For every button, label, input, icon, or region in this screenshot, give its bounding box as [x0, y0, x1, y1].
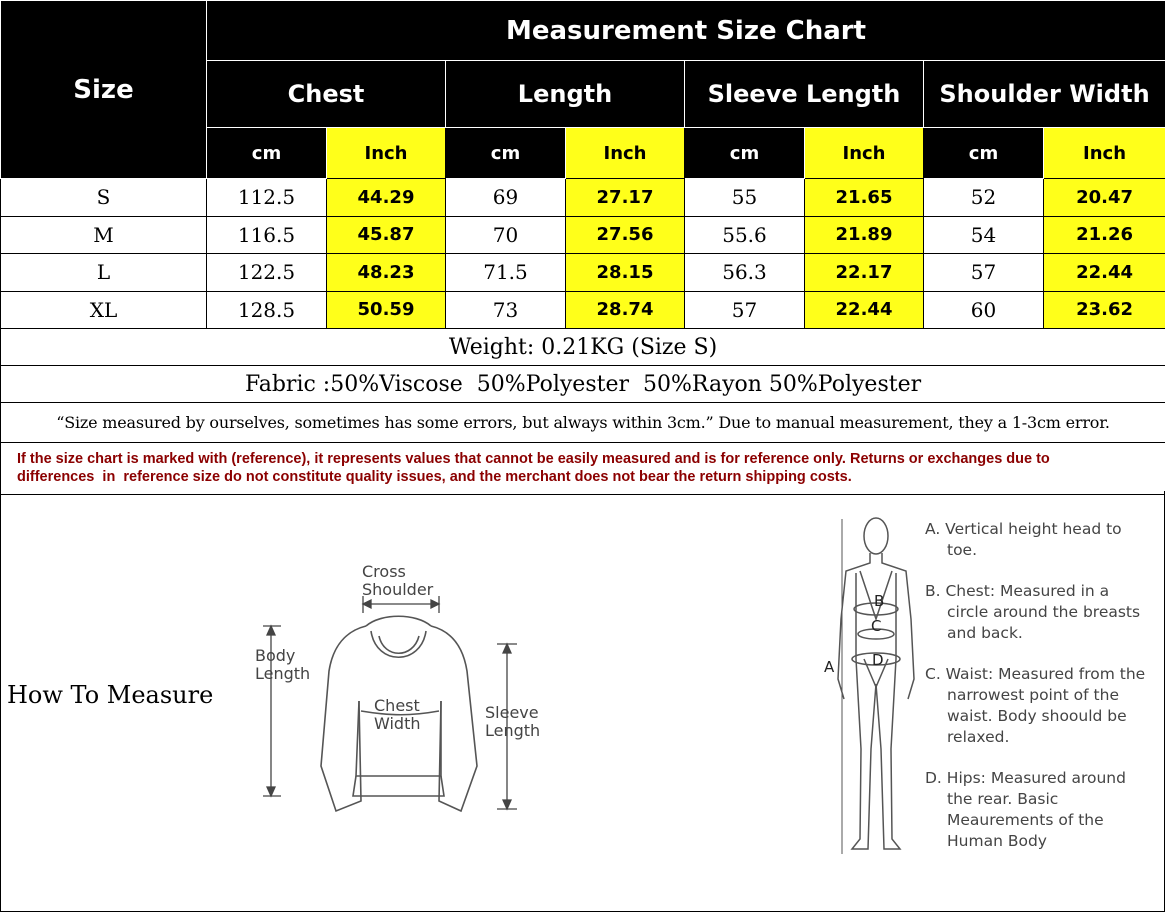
body-label-c: C	[871, 617, 882, 635]
value-cell: 69	[446, 179, 566, 217]
table-row	[1, 179, 1165, 217]
value-cell: 60	[924, 291, 1044, 329]
chest-width-label: Chest	[374, 696, 420, 715]
value-cell: 73	[446, 291, 566, 329]
value-cell: 28.74	[566, 291, 685, 329]
legend-item-a: A. Vertical height head to toe.	[925, 520, 1122, 559]
value-cell: 57	[924, 254, 1044, 292]
value-cell: 56.3	[685, 254, 805, 292]
legend-item-d: D. Hips: Measured around the rear. Basic Meaurements of the Human Body	[925, 769, 1126, 850]
value-cell: 112.5	[207, 179, 327, 217]
chest-header: Chest	[207, 61, 446, 128]
value-cell: 54	[924, 216, 1044, 254]
unit-cm-header: cm	[685, 128, 805, 179]
unit-inch-header: Inch	[327, 128, 446, 179]
value-cell: 22.44	[1044, 254, 1165, 292]
body-length-label: Body	[255, 646, 296, 665]
cross-shoulder-label: Cross	[362, 562, 406, 581]
body-figure	[816, 509, 921, 879]
unit-inch-header: Inch	[1044, 128, 1165, 179]
value-cell: 27.17	[566, 179, 685, 217]
value-cell: 50.59	[327, 291, 446, 329]
reference-note-line-2: differences in reference size do not constitute quality issues, and the merchant does not bear the return shipping costs.	[17, 469, 852, 485]
value-cell: 22.17	[805, 254, 924, 292]
sweater-diagram	[241, 551, 561, 881]
sleeve-length-label: Length	[485, 721, 541, 740]
shoulder-width-header: Shoulder Width	[924, 61, 1165, 128]
how-to-measure-title: How To Measure	[7, 681, 214, 709]
value-cell: 128.5	[207, 291, 327, 329]
value-cell: 44.29	[327, 179, 446, 217]
value-cell: 122.5	[207, 254, 327, 292]
size-cell: M	[1, 216, 207, 254]
value-cell: 70	[446, 216, 566, 254]
value-cell: 55.6	[685, 216, 805, 254]
body-label-a: A	[824, 658, 835, 676]
weight-note: Weight: 0.21KG (Size S)	[1, 329, 1165, 366]
body-label-d: D	[872, 651, 884, 669]
value-cell: 21.65	[805, 179, 924, 217]
legend-item-b: B. Chest: Measured in a circle around the breasts and back.	[925, 582, 1141, 642]
fabric-note: Fabric :50%Viscose 50%Polyester 50%Rayon 50%Polyester	[1, 366, 1165, 403]
table-row	[1, 291, 1165, 329]
unit-cm-header: cm	[446, 128, 566, 179]
value-cell: 23.62	[1044, 291, 1165, 329]
unit-cm-header: cm	[924, 128, 1044, 179]
legend-item-c: C. Waist: Measured from the narrowest point of the waist. Body shoould be relaxed.	[925, 665, 1146, 746]
body-length-label: Length	[255, 664, 311, 683]
value-cell: 116.5	[207, 216, 327, 254]
reference-note-line-1: If the size chart is marked with (reference), it represents values that cannot be easily measured and is for reference only. Returns or exchanges due to	[17, 451, 1050, 467]
value-cell: 21.26	[1044, 216, 1165, 254]
body-outline-icon	[838, 518, 914, 849]
value-cell: 57	[685, 291, 805, 329]
value-cell: 20.47	[1044, 179, 1165, 217]
sleeve-length-header: Sleeve Length	[685, 61, 924, 128]
size-header: Size	[1, 1, 207, 179]
value-cell: 27.56	[566, 216, 685, 254]
value-cell: 71.5	[446, 254, 566, 292]
size-cell: L	[1, 254, 207, 292]
value-cell: 22.44	[805, 291, 924, 329]
measurement-note: “Size measured by ourselves, sometimes has some errors, but always within 3cm.” Due to manual measurement, they a 1-3cm error.	[1, 403, 1165, 443]
table-row	[1, 216, 1165, 254]
body-label-b: B	[874, 592, 885, 610]
value-cell: 52	[924, 179, 1044, 217]
chart-title: Measurement Size Chart	[207, 1, 1165, 61]
unit-inch-header: Inch	[566, 128, 685, 179]
value-cell: 45.87	[327, 216, 446, 254]
chest-width-label: Width	[374, 714, 421, 733]
length-header: Length	[446, 61, 685, 128]
measurement-legend	[925, 519, 1155, 872]
cross-shoulder-label: Shoulder	[362, 580, 434, 599]
how-to-measure-section	[0, 491, 1165, 912]
sleeve-length-label: Sleeve	[485, 703, 539, 722]
unit-cm-header: cm	[207, 128, 327, 179]
value-cell: 48.23	[327, 254, 446, 292]
size-cell: S	[1, 179, 207, 217]
unit-inch-header: Inch	[805, 128, 924, 179]
reference-note	[1, 443, 1165, 495]
size-cell: XL	[1, 291, 207, 329]
value-cell: 55	[685, 179, 805, 217]
table-row	[1, 254, 1165, 292]
value-cell: 21.89	[805, 216, 924, 254]
value-cell: 28.15	[566, 254, 685, 292]
